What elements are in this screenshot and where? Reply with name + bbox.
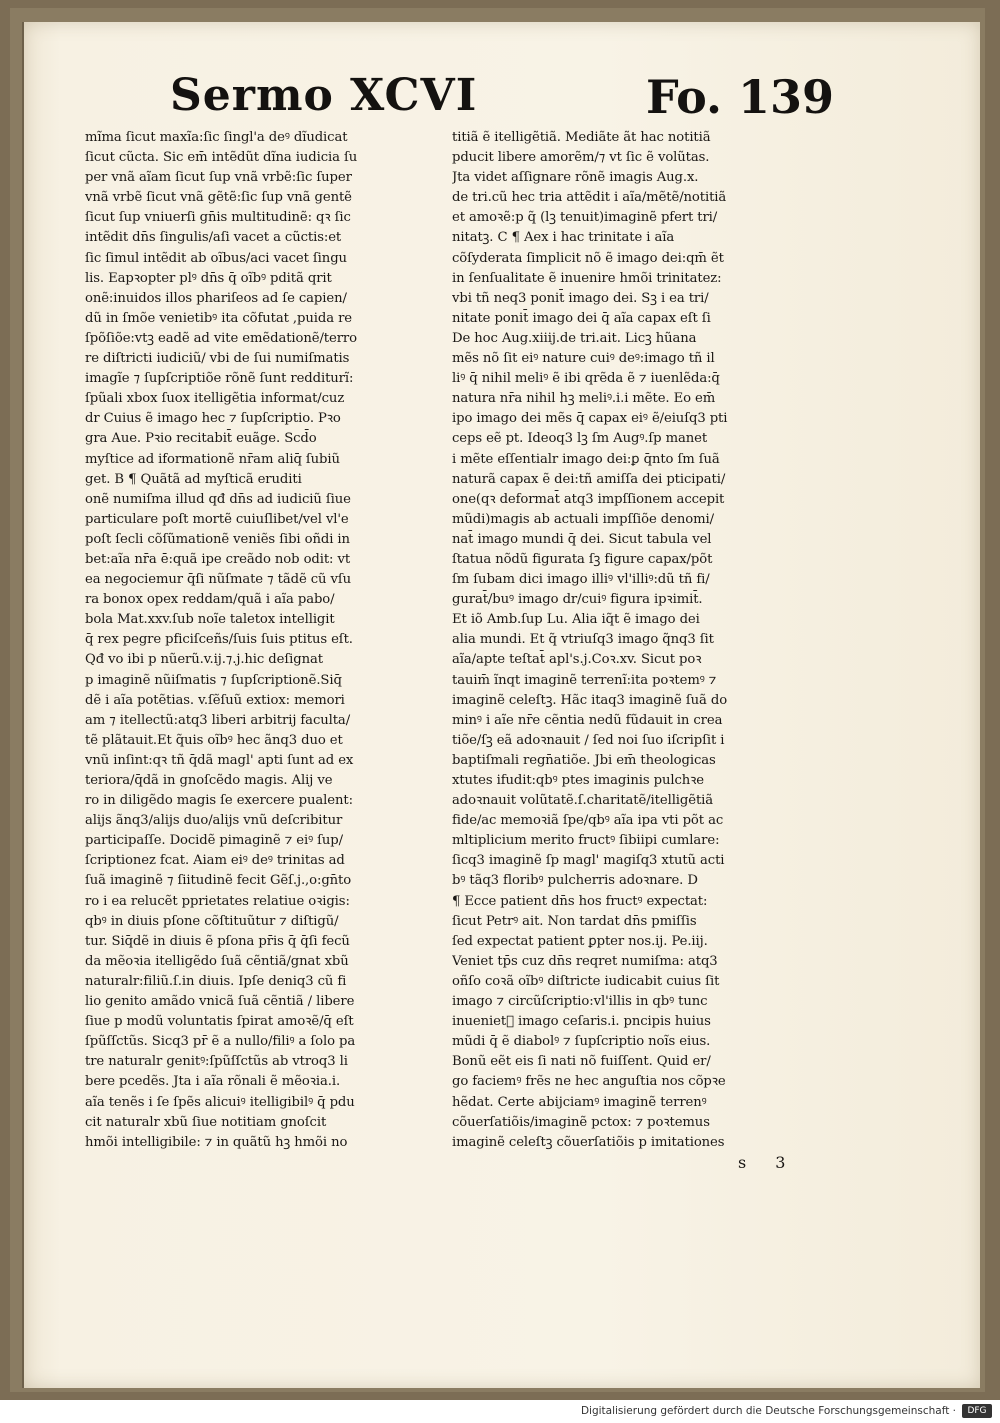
text-line: fide/ac memoꝛiã ſpe/qbꝰ aĩa ipa vti põt ac bbox=[452, 813, 724, 829]
text-line: Veniet tp̄s cuz dn̄s reqret numiſma: atq3 bbox=[452, 953, 718, 969]
text-line: ceps eẽ pt. Ideoq3 lꝫ ſm Augꝰ.ſp manet bbox=[452, 431, 708, 447]
signature-mark: s 3 bbox=[738, 1153, 798, 1172]
text-line: aĩa tenẽs i ſe ſpẽs alicuiꝰ itelligibilꝰ q̄ pdu bbox=[85, 1094, 355, 1110]
text-line: naturalr:filiũ.ſ.in diuis. Ipſe deniq3 cũ fi bbox=[85, 973, 347, 989]
text-line: per vnã aĩam ſicut ſup vnã vrbẽ:ſic ſuper bbox=[85, 170, 352, 186]
text-line: ſm ſubam dici imago illiꝰ vl'illiꝰ:dũ tñ fi/ bbox=[452, 572, 710, 588]
text-line: Jta videt aſſignare rõnẽ imagis Aug.x. bbox=[452, 170, 699, 186]
text-line: bere pcedẽs. Jta i aĩa rõnali ẽ mẽoꝛia.i. bbox=[85, 1074, 341, 1090]
text-line: cõuerſatiõis/imaginẽ pctox: ⁊ poꝛtemus bbox=[452, 1114, 710, 1130]
text-line: mũdi)magis ab actuali impſſiõe denomi/ bbox=[452, 511, 714, 527]
text-line: lis. Eapꝛopter plꝰ dn̄s q̄ oĩbꝰ pditã qrit bbox=[85, 270, 332, 286]
text-line: liꝰ q̄ nihil meliꝰ ẽ ibi qrẽda ẽ ⁊ iuenlẽda:q̄ bbox=[452, 371, 720, 387]
text-column-right bbox=[452, 128, 824, 1153]
text-line: vbi tñ neq3 ponit̄ imago dei. Sꝫ i ea tri/ bbox=[452, 290, 709, 306]
text-line: Qđ vo ibi p nũerũ.v.ij.⁊.j.hic deſignat bbox=[85, 652, 323, 668]
text-line: aĩa/apte teſtat̄ apl's.j.Coꝛ.xv. Sicut poꝛ bbox=[452, 652, 702, 668]
text-line: ſiue p modũ voluntatis ſpirat amoꝛẽ/q̄ eſt bbox=[85, 1014, 354, 1030]
text-line: ſicut Petrꝰ ait. Non tardat dn̄s pmiſſis bbox=[452, 913, 697, 929]
text-line: mĩma ſicut maxĩa:ſic ſingl'a deꝰ dĩudicat bbox=[85, 130, 348, 145]
text-line: am ⁊ itellectũ:atq3 liberi arbitrij faculta/ bbox=[85, 712, 351, 728]
text-line: nat̄ imago mundi q̄ dei. Sicut tabula vel bbox=[452, 531, 712, 547]
text-line: alia mundi. Et q̃ vtriuſq3 imago q̃nq3 ſit bbox=[452, 632, 714, 648]
text-line: ſpõſiõe:vtꝫ eadẽ ad vite emẽdationẽ/terro bbox=[85, 330, 357, 346]
running-title: Sermo XCVI bbox=[170, 70, 478, 121]
text-line: participaſſe. Docidẽ pimaginẽ ⁊ eiꝰ ſup/ bbox=[85, 833, 343, 849]
text-line: get. B ¶ Quãtã ad myſticã eruditi bbox=[85, 471, 302, 487]
text-line: ro i ea relucẽt pprietates relatiue oꝛigis: bbox=[85, 893, 350, 909]
text-line: cõſyderata ſimplicit nõ ẽ imago dei:qm̄ ẽt bbox=[452, 250, 724, 266]
text-line: tre naturalr genitꝰ:ſpũſſctũs ab vtroq3 li bbox=[85, 1054, 348, 1070]
text-line: ro in diligẽdo magis ſe exercere pualent: bbox=[85, 793, 353, 809]
text-line: bet:aĩa nr̄a ē:quã ipe creãdo nob odit: vt bbox=[85, 551, 351, 567]
text-line: imagĩe ⁊ ſupſcriptiõe rõnẽ ſunt redditurĩ: bbox=[85, 371, 354, 387]
text-line: ſuã imaginẽ ⁊ ſiitudinẽ fecit Gẽſ.j.,o:gn̄to bbox=[85, 873, 352, 889]
text-line: minꝰ i aĩe nr̄e cẽntia nedũ fũdauit in crea bbox=[452, 712, 723, 728]
text-line: lio genito amãdo vnicã ſuã cẽntiã / libere bbox=[85, 994, 355, 1010]
text-line: Bonũ eẽt eis ſi nati nõ fuiſſent. Quid er/ bbox=[452, 1054, 711, 1070]
text-line: nitate ponit̄ imago dei q̄ aĩa capax eſt ſi bbox=[452, 310, 711, 326]
text-line: ſtatua nõdũ figurata ſꝫ figure capax/põt bbox=[452, 551, 713, 567]
text-line: teriora/q̄dã in gnoſcẽdo magis. Alij ve bbox=[85, 773, 333, 788]
text-line: q̄ rex pegre pficiſceñs/ſuis ſuis ptitus eſt. bbox=[85, 632, 353, 648]
text-line: De hoc Aug.xiiij.de tri.ait. Licꝫ hũana bbox=[452, 330, 697, 346]
text-line: imaginẽ celeſtꝫ. Hãc itaq3 imaginẽ ſuã do bbox=[452, 692, 728, 708]
text-line: go faciemꝰ frẽs ne hec anguſtia nos cõpꝛe bbox=[452, 1074, 726, 1090]
text-line: gra Aue. Pꝛio recitabit̄ euãge. Scd̄o bbox=[85, 431, 317, 447]
text-line: hmõi intelligibile: ⁊ in quãtũ hꝫ hmõi no bbox=[85, 1134, 348, 1150]
text-line: inuenietᷣ imago ceſaris.i. pncipis huius bbox=[452, 1014, 711, 1030]
text-line: gurat̄/buꝰ imago dr/cuiꝰ figura ipꝛimit̄. bbox=[452, 592, 703, 608]
text-line: pducit libere amorẽm/⁊ vt ſic ẽ volũtas. bbox=[452, 150, 710, 166]
text-line: intẽdit dn̄s ſingulis/aſi vacet a cũctis:et bbox=[85, 230, 342, 246]
text-line: natura nr̄a nihil hꝫ meliꝰ.i.i mẽte. Eo em̄ bbox=[452, 391, 716, 407]
text-line: cit naturalr xbũ ſiue notitiam gnoſcit bbox=[85, 1114, 327, 1130]
text-line: oñſo coꝛã oĩbꝰ diſtricte iudicabit cuius ſit bbox=[452, 973, 720, 989]
text-line: p imaginẽ nũiſmatis ⁊ ſupſcriptionẽ.Siq̄ bbox=[85, 672, 342, 688]
text-line: bꝰ tãq3 floribꝰ pulcherris adoꝛnare. D bbox=[452, 873, 698, 889]
text-line: ea negociemur q̄ſi nũſmate ⁊ tãdẽ cũ vſu bbox=[85, 572, 352, 588]
text-line: vnã vrbẽ ſicut vnã gẽtẽ:ſic ſup vnã gentẽ bbox=[85, 190, 352, 206]
text-line: onẽ numiſma illud qđ dn̄s ad iudiciũ ſiue bbox=[85, 491, 351, 507]
text-line: ipo imago dei mẽs q̄ capax eiꝰ ẽ/eiuſq3 pti bbox=[452, 411, 728, 427]
dfg-logo: DFG bbox=[962, 1404, 992, 1418]
text-column-left bbox=[85, 128, 445, 1153]
text-line: i mẽte eſſentialr imago dei:ꝑ q̄nto ſm ſuã bbox=[452, 451, 720, 467]
text-line: mltiplicium merito fructꝰ ſibiipi cumlare: bbox=[452, 833, 720, 849]
text-line: poſt ſecli cõſũmationẽ veniẽs ſibi oñdi in bbox=[85, 531, 350, 547]
text-line: tẽ plãtauit.Et q̃uis oĩbꝰ hec ãnq3 duo et bbox=[85, 732, 343, 748]
text-line: imago ⁊ circũſcriptio:vl'illis in qbꝰ tunc bbox=[452, 994, 708, 1010]
text-line: ſic ſimul intẽdit ab oĩbus/aci vacet ſingu bbox=[85, 250, 347, 266]
text-line: ſcriptionez fcat. Aiam eiꝰ deꝰ trinitas ad bbox=[85, 853, 345, 869]
text-line: baptiſmali regn̄atiõe. Jbi em̄ theologicas bbox=[452, 752, 716, 768]
text-line: adoꝛnauit volũtatẽ.ſ.charitatẽ/itelligẽtiã bbox=[452, 793, 714, 809]
text-line: vnũ inſint:qꝛ tñ q̄dã magl' apti ſunt ad ex bbox=[85, 752, 354, 768]
text-line: hẽdat. Certe abijciamꝰ imaginẽ terrenꝰ bbox=[452, 1094, 707, 1110]
text-line: nitatꝫ. C ¶ Aex i hac trinitate i aĩa bbox=[452, 230, 675, 246]
text-line: one(qꝛ deformat̄ atq3 impſſionem accepit bbox=[452, 491, 725, 507]
text-line: ſicut cũcta. Sic em̄ intẽdũt dĩna iudicia ſu bbox=[85, 150, 358, 166]
text-line: titiã ẽ itelligẽtiã. Mediãte ãt hac notitiã bbox=[452, 130, 711, 145]
text-line: ſpũſſctũs. Sicq3 pr̄ ẽ a nullo/filiꝰ a ſolo pa bbox=[85, 1034, 356, 1050]
text-line: dẽ i aĩa potẽtias. v.ſẽſuũ extiox: memori bbox=[85, 692, 345, 708]
text-line: Et iõ Amb.ſup Lu. Alia iq̃t ẽ imago dei bbox=[452, 612, 700, 628]
text-line: ſicq3 imaginẽ ſp magl' magiſq3 xtutũ acti bbox=[452, 853, 725, 869]
text-line: tiõe/ſꝫ eã adoꝛnauit / ſed noi ſuo iſcripſit i bbox=[452, 732, 725, 748]
text-line: bola Mat.xxv.ſub noĩe taletox intelligit bbox=[85, 612, 335, 628]
text-line: et amoꝛẽ:p q̃ (lꝫ tenuit)imaginẽ pfert tri/ bbox=[452, 210, 718, 226]
text-line: ſicut ſup vniuerſi gn̄is multitudinẽ: qꝛ ſic bbox=[85, 210, 351, 226]
text-line: ¶ Ecce patient dn̄s hos fructꝰ expectat: bbox=[452, 893, 708, 909]
text-line: tauim̄ ĩnqt imaginẽ terrenĩ:ita poꝛtemꝰ ⁊ bbox=[452, 672, 717, 688]
text-line: mẽs nõ ſit eiꝰ nature cuiꝰ deꝰ:imago tñ il bbox=[452, 351, 715, 367]
text-line: myſtice ad iformationẽ nr̄am aliq̄ ſubiũ bbox=[85, 451, 340, 467]
funding-credit: Digitalisierung gefördert durch die Deutsche Forschungsgemeinschaft · bbox=[580, 1405, 956, 1417]
text-line: ra bonox opex reddam/quã i aĩa pabo/ bbox=[85, 592, 335, 608]
text-line: dũ in ſmõe venietibꝰ ita cõfutat ,puida re bbox=[85, 310, 352, 326]
text-line: tur. Siq̄dẽ in diuis ẽ pſona pr̄is q̄ q̄ſi fecũ bbox=[85, 933, 350, 949]
text-line: da mẽoꝛia itelligẽdo ſuã cẽntiã/gnat xbũ bbox=[85, 953, 349, 969]
text-line: dr Cuius ẽ imago hec ⁊ ſupſcriptio. Pꝛo bbox=[85, 411, 341, 427]
text-line: qbꝰ in diuis pſone cõſtituũtur ⁊ diſtigũ/ bbox=[85, 913, 339, 929]
text-line: de tri.cũ hec tria attẽdit i aĩa/mẽtẽ/notitiã bbox=[452, 190, 727, 206]
text-line: onẽ:inuidos illos phariſeos ad ſe capien/ bbox=[85, 290, 347, 306]
text-line: xtutes ifudit:qbꝰ ptes imaginis pulchꝛe bbox=[452, 773, 705, 788]
text-line: ſpũali xbox ſuox itelligẽtia informat/cuz bbox=[85, 391, 345, 407]
text-line: re diſtricti iudiciũ/ vbi de ſui numiſmatis bbox=[85, 351, 350, 367]
text-line: naturã capax ẽ dei:tñ amiſſa dei pticipati/ bbox=[452, 471, 726, 487]
text-line: ſed expectat patient ꝑpter nos.ij. Pe.iij. bbox=[452, 933, 708, 949]
text-line: imaginẽ celeſtꝫ cõuerſatiõis p imitationes bbox=[452, 1134, 725, 1150]
folio-number: Fo. 139 bbox=[646, 70, 835, 124]
text-line: alijs ãnq3/alijs duo/alijs vnũ deſcribitur bbox=[85, 813, 343, 829]
text-line: mũdi q̄ ẽ diabolꝰ ⁊ ſupſcriptio noĩs eius. bbox=[452, 1034, 711, 1050]
text-line: in ſenſualitate ẽ inuenire hmõi trinitatez: bbox=[452, 270, 722, 286]
text-line: particulare poſt mortẽ cuiuſlibet/vel vl'e bbox=[85, 511, 349, 527]
